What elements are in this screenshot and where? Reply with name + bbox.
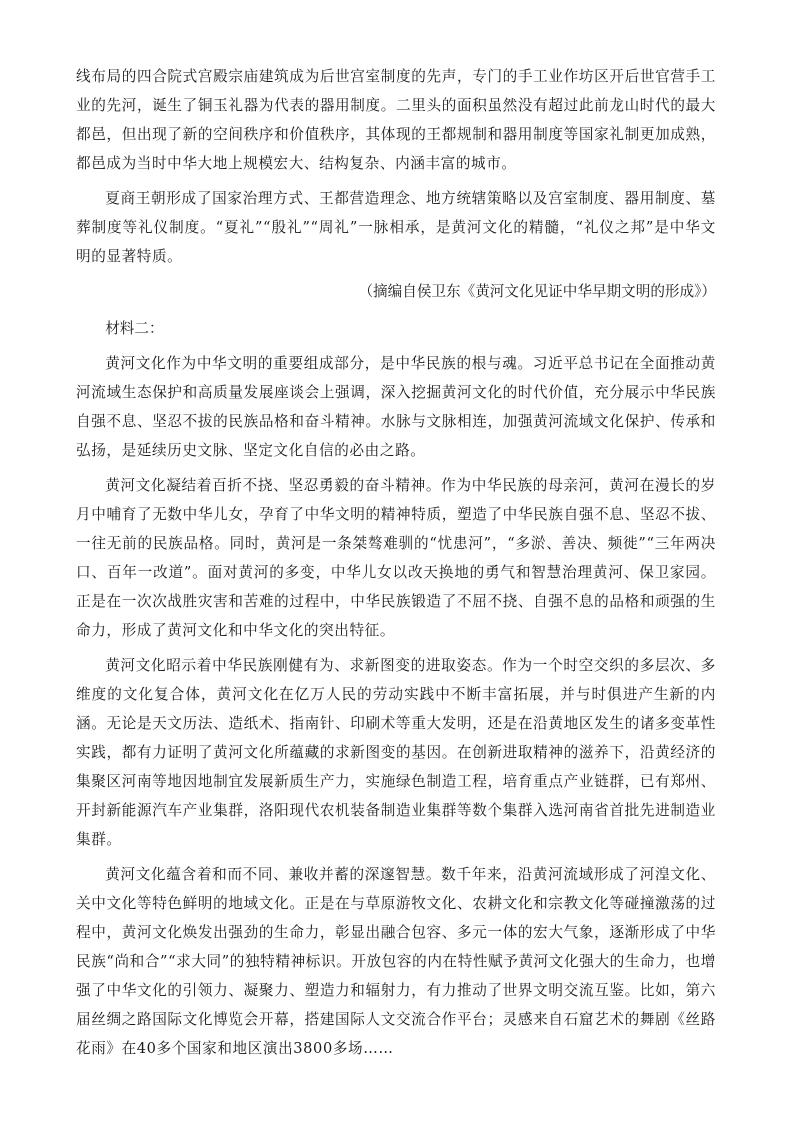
document-body [76, 62, 716, 1069]
paragraph-innovation: 黄河文化昭示着中华民族刚健有为、求新图变的进取姿态。作为一个时空交织的多层次、多维度的文化复合体，黄河文化在亿万人民的劳动实践中不断丰富拓展，并与时俱进产生新的内涵。无论是天文历法、造纸术、指南针、印刷术等重大发明，还是在沿黄地区发生的诸多变革性实践，都有力证明了黄河文化所蕴藏的求新图变的基因。在创新进取精神的滋养下，沿黄经济的集聚区河南等地因地制宜发展新质生产力，实施绿色制造工程，培育重点产业链群，已有郑州、开封新能源汽车产业集群，洛阳现代农机装备制造业集群等数个集群入选河南省首批先进制造业集群。 [76, 657, 716, 848]
source-citation: （摘编自侯卫东《黄河文化见证中华早期文明的形成》） [358, 283, 716, 300]
paragraph-spirit: 黄河文化凝结着百折不挠、坚忍勇毅的奋斗精神。作为中华民族的母亲河，黄河在漫长的岁月中哺育了无数中华儿女，孕育了中华文明的精神特质，塑造了中华民族自强不息、坚忍不拔、一往无前的民族品格。同时，黄河是一条桀骜难驯的“忧患河”，“多淤、善决、频徙”“三年两决口、百年一改道”。面对黄河的多变，中华儿女以改天换地的勇气和智慧治理黄河、保卫家园。正是在一次次战胜灾害和苦难的过程中，中华民族锻造了不屈不挠、自强不息的品格和顽强的生命力，形成了黄河文化和中华文化的突出特征。 [76, 477, 716, 639]
paragraph-continued: 线布局的四合院式宫殿宗庙建筑成为后世宫室制度的先声，专门的手工业作坊区开后世官营手工业的先河，诞生了铜玉礼器为代表的器用制度。二里头的面积虽然没有超过此前龙山时代的最大都邑，但出现了新的空间秩序和价值秩序，其体现的王都规制和器用制度等国家礼制更加成熟，都邑成为当时中华大地上规模宏大、结构复杂、内涵丰富的城市。 [76, 68, 716, 172]
paragraph-xia-shang: 夏商王朝形成了国家治理方式、王都营造理念、地方统辖策略以及宫室制度、器用制度、墓葬制度等礼仪制度。“夏礼”“殷礼”“周礼”一脉相承，是黄河文化的精髓，“礼仪之邦”是中华文明的显著特质。 [76, 190, 716, 265]
material-two-heading: 材料二： [105, 320, 164, 337]
paragraph-root-soul: 黄河文化作为中华文明的重要组成部分，是中华民族的根与魂。习近平总书记在全面推动黄河流域生态保护和高质量发展座谈会上强调，深入挖掘黄河文化的时代价值，充分展示中华民族自强不息、坚忍不拔的民族品格和奋斗精神。水脉与文脉相连，加强黄河流域文化保护、传承和弘扬，是延续历史文脉、坚定文化自信的必由之路。 [76, 355, 716, 459]
paragraph-wisdom: 黄河文化蕴含着和而不同、兼收并蓄的深邃智慧。数千年来，沿黄河流域形成了河湟文化、关中文化等特色鲜明的地域文化。正是在与草原游牧文化、农耕文化和宗教文化等碰撞激荡的过程中，黄河文化焕发出强劲的生命力，彰显出融合包容、多元一体的宏大气象，逐渐形成了中华民族“尚和合”“求大同”的独特精神标识。开放包容的内在特性赋予黄河文化强大的生命力，也增强了中华文化的引领力、凝聚力、塑造力和辐射力，有力推动了世界文明交流互鉴。比如，第六届丝绸之路国际文化博览会开幕，搭建国际人文交流合作平台；灵感来自石窟艺术的舞剧《丝路花雨》在40多个国家和地区演出3800多场…… [76, 866, 716, 1057]
